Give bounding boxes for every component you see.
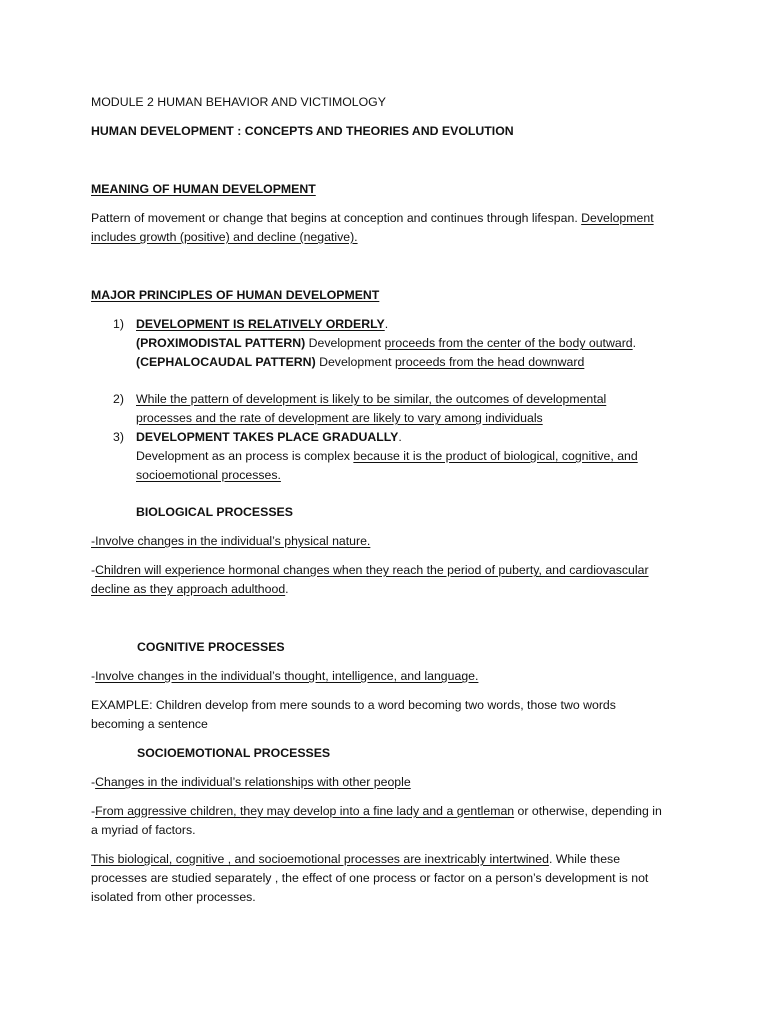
socioemotional-item-2-dash: -: [91, 804, 96, 818]
meaning-text: Pattern of movement or change that begins at conception and continues through lifespan.: [91, 211, 582, 225]
principle-1-title-line: [136, 315, 388, 333]
cephalocaudal-text: Development: [315, 355, 395, 369]
proximodistal-text: Development: [305, 336, 385, 350]
principle-3-title-end: .: [398, 430, 402, 444]
proximodistal-line: [136, 334, 636, 352]
socioemotional-item-2-line-2: a myriad of factors.: [91, 823, 196, 837]
socioemotional-heading: SOCIOEMOTIONAL PROCESSES: [137, 746, 331, 760]
list-number-2: 2): [113, 392, 124, 406]
principle-3-title: DEVELOPMENT TAKES PLACE GRADUALLY: [136, 430, 399, 444]
meaning-heading: MEANING OF HUMAN DEVELOPMENT: [91, 182, 316, 196]
principle-3-underlined-1: because it is the product of biological, cognitive, and: [353, 449, 638, 463]
cephalocaudal-underlined: proceeds from the head downward: [394, 355, 585, 369]
socioemotional-item-2-text: or otherwise, depending in: [514, 804, 662, 818]
main-heading: HUMAN DEVELOPMENT : CONCEPTS AND THEORIES AND EVOLUTION: [91, 124, 514, 138]
cognitive-example-line-2: becoming a sentence: [91, 717, 208, 731]
meaning-underlined-1: Development: [581, 211, 654, 225]
proximodistal-underlined: proceeds from the center of the body outward: [384, 336, 633, 350]
principle-1-title-end: .: [384, 317, 389, 331]
biological-item-1: -Involve changes in the individual’s physical nature.: [91, 534, 371, 548]
principle-2-line-2: processes and the rate of development are likely to vary among individuals: [136, 411, 543, 425]
conclusion-line-2: processes are studied separately , the effect of one process or factor on a person’s development is not: [91, 871, 649, 885]
meaning-text-line-1: [91, 209, 654, 227]
biological-item-2-end: .: [285, 582, 289, 596]
principles-heading: MAJOR PRINCIPLES OF HUMAN DEVELOPMENT: [91, 288, 380, 302]
socioemotional-item-1-dash: -: [91, 775, 96, 789]
biological-heading: BIOLOGICAL PROCESSES: [136, 505, 293, 519]
principle-3-title-line: [136, 428, 402, 446]
principle-3-text: Development as an process is complex: [136, 449, 354, 463]
proximodistal-end: .: [632, 336, 637, 350]
proximodistal-label: (PROXIMODISTAL PATTERN): [136, 336, 306, 350]
biological-item-2-line-2: [91, 580, 289, 598]
principle-1-title: DEVELOPMENT IS RELATIVELY ORDERLY: [136, 317, 385, 331]
biological-item-2-underlined-2: decline as they approach adulthood: [91, 582, 286, 596]
principle-3-underlined-2: socioemotional processes.: [136, 468, 281, 482]
biological-item-2-underlined-1: Children will experience hormonal changes when they reach the period of puberty, and cardiovascular: [95, 563, 649, 577]
socioemotional-item-2-underlined: From aggressive children, they may develop into a fine lady and a gentleman: [95, 804, 515, 818]
conclusion-line-3: isolated from other processes.: [91, 890, 256, 904]
cephalocaudal-label: (CEPHALOCAUDAL PATTERN): [136, 355, 316, 369]
cognitive-heading: COGNITIVE PROCESSES: [137, 640, 285, 654]
list-number-3: 3): [113, 430, 124, 444]
conclusion-line-1: [91, 850, 620, 868]
socioemotional-item-1-underlined: Changes in the individual’s relationships with other people: [95, 775, 411, 789]
conclusion-underlined: This biological, cognitive , and socioemotional processes are inextricably intertwined: [91, 852, 549, 866]
biological-item-2-dash: -: [91, 563, 96, 577]
principle-2-line-1: While the pattern of development is likely to be similar, the outcomes of developmental: [136, 392, 607, 406]
cognitive-item-1: [91, 667, 478, 685]
meaning-underlined-2: includes growth (positive) and decline (negative).: [91, 230, 358, 244]
cognitive-example-line-1: EXAMPLE: Children develop from mere sounds to a word becoming two words, those two words: [91, 698, 616, 712]
biological-item-2-line-1: [91, 561, 649, 579]
list-number-1: 1): [113, 317, 124, 331]
cognitive-item-1-underlined: Involve changes in the individual’s thought, intelligence, and language.: [95, 669, 479, 683]
socioemotional-item-2-line-1: [91, 802, 662, 820]
conclusion-line-1-text: . While these: [548, 852, 621, 866]
cephalocaudal-line: [136, 353, 584, 371]
cognitive-item-1-dash: -: [91, 669, 96, 683]
principle-3-text-line-1: [136, 447, 638, 465]
module-title: MODULE 2 HUMAN BEHAVIOR AND VICTIMOLOGY: [91, 95, 386, 109]
socioemotional-item-1: [91, 773, 411, 791]
